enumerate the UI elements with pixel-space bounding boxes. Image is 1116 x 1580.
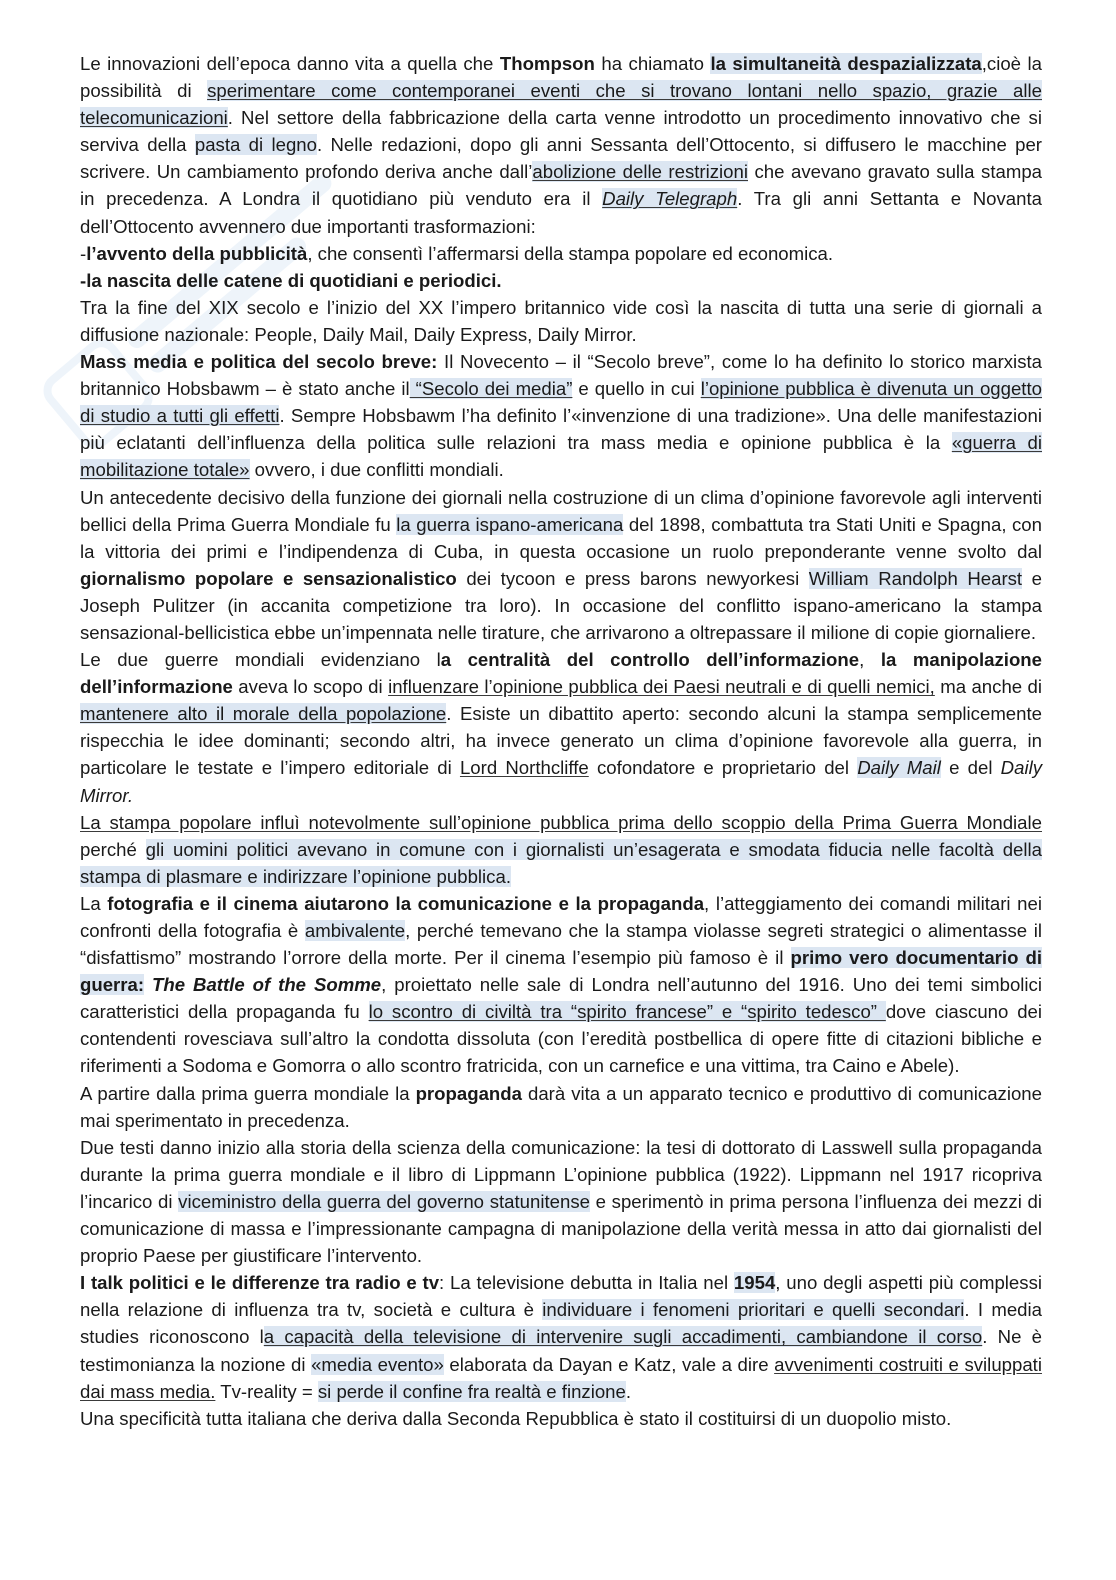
text-run: Mass media e politica del secolo breve: <box>80 351 438 373</box>
paragraph-guerra-ispano-americana <box>80 484 1042 647</box>
paragraph-talk-politici <box>80 1269 1042 1404</box>
text-run: Le due guerre mondiali evidenziano l <box>80 649 441 671</box>
paragraph-secolo-breve <box>80 348 1042 483</box>
text-run: perché <box>80 838 146 860</box>
text-run: . <box>625 1380 632 1402</box>
text-run: ha chiamato <box>594 53 711 74</box>
text-run: - <box>80 242 87 264</box>
text-run: fotografia e il cinema aiutarono la comunicazione e la propaganda <box>107 892 705 914</box>
text-run: e del <box>940 757 1001 779</box>
text-run: , perché temevano che la stampa violasse segreti strategici o alimentasse il “disfattismo” mostrando l’orrore della morte. Per il cinema l’esempio più famoso è il <box>80 920 1042 969</box>
text-run: Daily Mirror. <box>80 757 1042 806</box>
text-run: avvenimenti costruiti e sviluppati dai mass media. <box>80 1353 1042 1402</box>
text-run: Daily Telegraph <box>602 188 738 210</box>
text-run: Un antecedente decisivo della funzione dei giornali nella costruzione di un clima d’opinione favorevole agli interventi bellici della Prima Guerra Mondiale fu <box>80 486 1042 535</box>
text-run: abolizione delle restrizioni <box>532 161 748 183</box>
text-run: : La televisione debutta in Italia nel <box>439 1272 734 1294</box>
text-run: ,cioè la possibilità di <box>80 53 1042 102</box>
text-run: a capacità della televisione di intervenire sugli accadimenti, cambiandone il corso <box>263 1326 983 1348</box>
text-run: individuare i fenomeni prioritari e quelli secondari <box>542 1299 965 1321</box>
text-run: , proiettato nelle sale di Londra nell’autunno del 1916. Uno dei temi simbolici caratteristici della propaganda fu <box>80 974 1042 1023</box>
text-run: I talk politici e le differenze tra radio e tv <box>80 1272 440 1294</box>
text-run: Daily Mail <box>857 757 941 779</box>
text-run: «media evento» <box>311 1353 444 1375</box>
text-run: l’opinione pubblica è divenuta un oggetto di studio a tutti gli effetti <box>80 378 1042 427</box>
text-run: darà vita a un apparato tecnico e produttivo di comunicazione mai sperimentato in precedenza. <box>80 1082 1042 1131</box>
paragraph-stampa-popolare <box>80 809 1042 890</box>
text-run: dei tycoon e press barons newyorkesi <box>456 567 809 589</box>
text-run: Tv-reality = <box>215 1380 318 1402</box>
text-run: primo vero documentario di guerra: <box>80 947 1042 996</box>
text-run: a centralità del controllo dell’informazione <box>440 649 860 671</box>
text-run: elaborata da Dayan e Katz, vale a dire <box>443 1353 775 1375</box>
text-run: . Nel settore della fabbricazione della carta venne introdotto un procedimento innovativo che si serviva della <box>80 107 1042 156</box>
text-run: -la nascita delle catene di quotidiani e periodici. <box>80 269 502 291</box>
text-run: , l’atteggiamento dei comandi militari nei confronti della fotografia è <box>80 892 1042 941</box>
text-run: mantenere alto il morale della popolazione <box>80 703 447 725</box>
text-run: A partire dalla prima guerra mondiale la <box>80 1082 416 1104</box>
text-run: . Esiste un dibattito aperto: secondo alcuni la stampa semplicemente rispecchia le idee dominanti; secondo altri, ha invece generato un clima d’opinione favorevole alla guerra, in particolare le testate e l’impero editoriale di <box>80 703 1042 779</box>
text-run: Thompson <box>499 53 595 74</box>
text-run: cofondatore e proprietario del <box>588 757 858 779</box>
text-run: e Joseph Pulitzer (in accanita competizione tra loro). In occasione del conflitto ispano-americano la stampa sensazional-bellicistica ebbe un’impennata nelle tirature, che arrivarono a oltrepassare il milione di copie giornaliere. <box>80 567 1042 643</box>
text-run: . Tra gli anni Settanta e Novanta dell’Ottocento avvennero due importanti trasformazioni: <box>80 188 1042 237</box>
text-run: propaganda <box>415 1082 522 1104</box>
text-run: La <box>80 892 108 914</box>
text-run: ma anche di <box>934 676 1042 698</box>
text-run: l’avvento della pubblicità <box>86 242 308 264</box>
text-run: . I media studies riconoscono l <box>80 1299 1042 1348</box>
text-run: ambivalente <box>304 920 406 941</box>
text-run: Tra la fine del XIX secolo e l’inizio del XX l’impero britannico vide così la nascita di tutta una serie di giornali a diffusione nazionale: People, Daily Mail, Daily Express, Daily Mirror. <box>80 296 1042 345</box>
text-run: pasta di legno <box>194 134 317 156</box>
paragraph-pubblicita <box>80 240 1042 267</box>
text-run: 1954 <box>733 1272 776 1294</box>
text-run: e sperimentò in prima persona l’influenza dei mezzi di comunicazione di massa e l’impressionante campagna di manipolazione della verità messa in atto dai giornalisti del proprio Paese per giustificare l’intervento. <box>80 1190 1042 1267</box>
text-run: . Ne è testimonianza la nozione di <box>80 1326 1042 1375</box>
text-run: viceministro della guerra del governo statunitense <box>178 1190 590 1212</box>
paragraph-guerre-mondiali <box>80 646 1042 809</box>
text-run: influenzare l’opinione pubblica dei Paesi neutrali e di quelli nemici, <box>388 676 935 698</box>
text-run: giornalismo popolare e sensazionalistico <box>80 567 457 589</box>
text-run: sperimentare come contemporanei eventi che si trovano lontani nello spazio, grazie alle telecomunicazioni <box>80 80 1042 129</box>
paragraph-lasswell-lippmann <box>80 1134 1042 1269</box>
text-run: la manipolazione dell’informazione <box>80 649 1042 698</box>
paragraph-simultaneita <box>80 50 1042 240</box>
text-run: Il Novecento – il “Secolo breve”, come lo ha definito lo storico marxista britannico Hobsbawm – è stato anche il <box>80 351 1042 400</box>
text-run: aveva lo scopo di <box>232 676 389 698</box>
text-run: e quello in cui <box>572 378 701 400</box>
text-run: del 1898, combattuta tra Stati Uniti e Spagna, con la vittoria dei primi e l’indipendenza di Cuba, in questa occasione un ruolo preponderante venne svolto dal <box>80 513 1042 562</box>
text-run: The Battle of the Somme <box>152 974 382 996</box>
text-run: Una specificità tutta italiana che deriva dalla Seconda Repubblica è stato il costituirsi di un duopolio misto. <box>80 1407 952 1429</box>
text-run: , uno degli aspetti più complessi nella relazione di influenza tra tv, società e cultura è <box>80 1272 1042 1321</box>
text-run: dove ciascuno dei contendenti rovesciava sull’altro la condotta dissoluta (con l’eredità postbellica di opere fitte di citazioni bibliche e riferimenti a Sodoma e Gomorra o allo scontro fratricida, con un carnefice e una vittima, tra Caino e Abele). <box>80 1001 1043 1077</box>
paragraph-catene <box>80 267 1042 294</box>
text-run: lo scontro di civiltà tra “spirito francese” e “spirito tedesco” <box>368 1001 886 1023</box>
paragraph-propaganda <box>80 1080 1042 1134</box>
text-run: ovvero, i due conflitti mondiali. <box>249 459 504 481</box>
text-run: la simultaneità despazializzata <box>710 53 982 74</box>
text-run <box>144 974 152 995</box>
text-run: , <box>859 649 881 671</box>
text-run: gli uomini politici avevano in comune con i giornalisti un’esagerata e smodata fiducia nelle facoltà della stampa di plasmare e indirizzare l’opinione pubblica. <box>80 838 1042 887</box>
text-run: , che consentì l’affermarsi della stampa popolare ed economica. <box>307 242 834 264</box>
text-run: «guerra di mobilitazione totale» <box>80 432 1042 481</box>
paragraph-fotografia-cinema <box>80 890 1042 1080</box>
document-page <box>80 50 1042 1432</box>
text-run: “Secolo dei media” <box>409 378 573 400</box>
text-run: si perde il confine fra realtà e finzione <box>317 1380 626 1402</box>
text-run: . Sempre Hobsbawm l’ha definito l’«invenzione di una tradizione». Una delle manifestazioni più eclatanti dell’influenza della politica sulle relazioni tra mass media e opinione pubblica è la <box>80 405 1042 454</box>
text-run: La stampa popolare influì notevolmente sull’opinione pubblica prima dello scoppio della Prima Guerra Mondiale <box>80 811 1042 833</box>
text-run: Le innovazioni dell’epoca danno vita a quella che <box>80 53 500 74</box>
text-run: che avevano gravato sulla stampa in precedenza. A Londra il quotidiano più venduto era il <box>80 161 1042 210</box>
paragraph-giornali-nazionali <box>80 294 1042 348</box>
text-run: . Nelle redazioni, dopo gli anni Sessanta dell’Ottocento, si diffusero le macchine per scrivere. Un cambiamento profondo deriva anche dall’ <box>80 134 1042 183</box>
text-run: William Randolph Hearst <box>808 567 1023 589</box>
paragraph-duopolio <box>80 1405 1042 1432</box>
text-run: Due testi danno inizio alla storia della scienza della comunicazione: la tesi di dottorato di Lasswell sulla propaganda durante la prima guerra mondiale e il libro di Lippmann L’opinione pubblica (1922). Lippmann nel 1917 ricopriva l’incarico di <box>80 1136 1042 1212</box>
text-run: Lord Northcliffe <box>459 757 589 779</box>
text-run: la guerra ispano-americana <box>396 513 624 535</box>
